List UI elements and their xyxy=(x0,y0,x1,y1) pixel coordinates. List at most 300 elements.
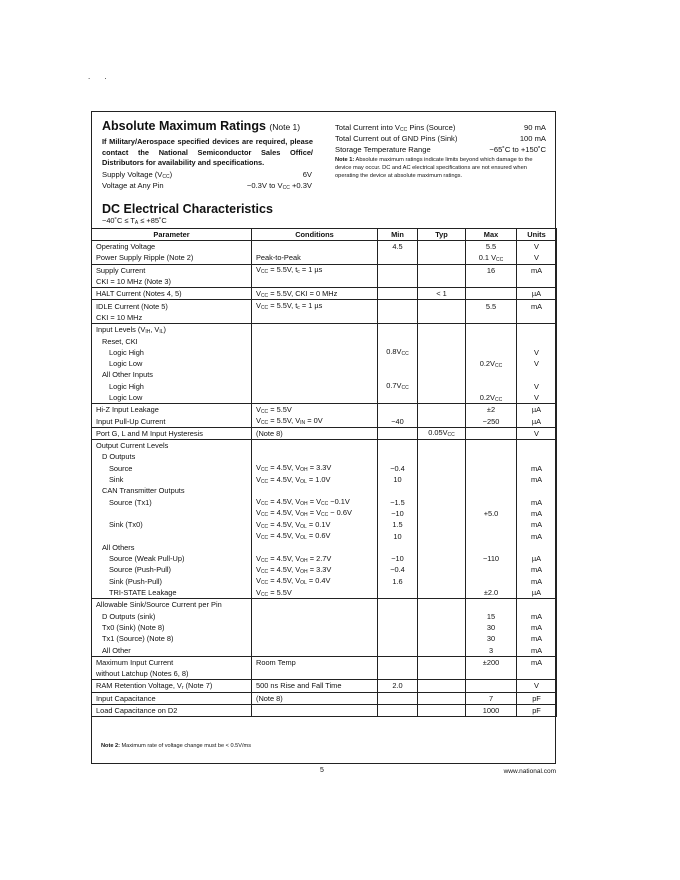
cell-max xyxy=(466,381,517,392)
cell-typ xyxy=(418,485,466,496)
cell-max xyxy=(466,497,517,508)
cell-min: 2.0 xyxy=(378,680,418,692)
cell-parameter: Source (Push-Pull) xyxy=(92,564,252,575)
cell-units: pF xyxy=(517,704,557,716)
cell-parameter xyxy=(92,508,252,519)
cell-parameter: without Latchup (Notes 6, 8) xyxy=(92,668,252,680)
cell-units: mA xyxy=(517,576,557,587)
cell-typ xyxy=(418,611,466,622)
cell-max xyxy=(466,347,517,358)
cell-min: 10 xyxy=(378,530,418,541)
cell-units: mA xyxy=(517,497,557,508)
cell-min xyxy=(378,542,418,553)
cell-max xyxy=(466,599,517,611)
cell-typ xyxy=(418,312,466,324)
cell-min xyxy=(378,644,418,656)
cell-conditions xyxy=(252,276,378,288)
table-row xyxy=(92,381,557,392)
cell-max xyxy=(466,680,517,692)
cell-conditions xyxy=(252,324,378,336)
cell-units: mA xyxy=(517,611,557,622)
cell-typ xyxy=(418,324,466,336)
table-row xyxy=(92,347,557,358)
cell-conditions xyxy=(252,241,378,253)
cell-conditions: $V_{CC} = 4.5V$, $V_{OH} = 2.7V$ xyxy=(252,553,378,564)
cell-min xyxy=(378,668,418,680)
cell-max xyxy=(466,312,517,324)
cell-max xyxy=(466,474,517,485)
cell-min xyxy=(378,288,418,300)
table-row xyxy=(92,264,557,276)
cell-units xyxy=(517,440,557,452)
cell-typ xyxy=(418,530,466,541)
cell-units xyxy=(517,276,557,288)
cell-max: −110 xyxy=(466,553,517,564)
table-row xyxy=(92,463,557,474)
cell-typ xyxy=(418,644,466,656)
cell-min xyxy=(378,276,418,288)
cell-max: ±200 xyxy=(466,656,517,668)
cell-units: pF xyxy=(517,692,557,704)
table-row xyxy=(92,415,557,427)
cell-parameter: Source (Tx1) xyxy=(92,497,252,508)
cell-units: mA xyxy=(517,622,557,633)
cell-parameter: Allowable Sink/Source Current per Pin xyxy=(92,599,252,611)
cell-units xyxy=(517,451,557,462)
amr-item-key: Total Current out of GND Pins (Sink) xyxy=(335,134,458,143)
cell-parameter: Hi-Z Input Leakage xyxy=(92,404,252,416)
cell-max: 0.1 $V_{CC}$ xyxy=(466,252,517,264)
amr-note-ref: (Note 1) xyxy=(269,122,301,132)
cell-units xyxy=(517,335,557,346)
cell-typ xyxy=(418,576,466,587)
cell-min xyxy=(378,656,418,668)
header-units: Units xyxy=(517,229,557,241)
cell-units: µA xyxy=(517,404,557,416)
cell-max xyxy=(466,369,517,380)
cell-parameter: Port G, L and M Input Hysteresis xyxy=(92,427,252,439)
cell-units: V xyxy=(517,427,557,439)
cell-parameter: Operating Voltage xyxy=(92,241,252,253)
table-row xyxy=(92,633,557,644)
cell-max: $0.2V_{CC}$ xyxy=(466,358,517,369)
cell-conditions: $V_{CC} = 5.5V$ xyxy=(252,587,378,599)
cell-typ xyxy=(418,440,466,452)
cell-typ xyxy=(418,241,466,253)
table-row xyxy=(92,656,557,668)
cell-typ xyxy=(418,656,466,668)
cell-conditions xyxy=(252,358,378,369)
table-row xyxy=(92,564,557,575)
cell-units xyxy=(517,485,557,496)
amr-item-value: 6V xyxy=(302,170,312,179)
cell-conditions: $V_{CC} = 4.5V$, $V_{OH} = V_{CC} -0.1V$ xyxy=(252,497,378,508)
cell-typ xyxy=(418,564,466,575)
cell-typ: < 1 xyxy=(418,288,466,300)
cell-typ xyxy=(418,347,466,358)
cell-min xyxy=(378,264,418,276)
table-row xyxy=(92,474,557,485)
cell-min xyxy=(378,599,418,611)
cell-max: 7 xyxy=(466,692,517,704)
cell-max xyxy=(466,451,517,462)
cell-typ xyxy=(418,553,466,564)
amr-item-value: −0.3V to $V_{CC} +0.3V$ xyxy=(246,181,312,191)
amr-heading xyxy=(102,119,300,133)
cell-units: µA xyxy=(517,415,557,427)
header-typ: Typ xyxy=(418,229,466,241)
cell-typ xyxy=(418,252,466,264)
cell-conditions: 500 ns Rise and Fall Time xyxy=(252,680,378,692)
cell-units: µA xyxy=(517,288,557,300)
cell-conditions xyxy=(252,668,378,680)
cell-typ xyxy=(418,668,466,680)
cell-conditions: (Note 8) xyxy=(252,692,378,704)
cell-min: $0.7V_{CC}$ xyxy=(378,381,418,392)
cell-min: −10 xyxy=(378,508,418,519)
cell-typ xyxy=(418,692,466,704)
cell-units: mA xyxy=(517,508,557,519)
cell-max xyxy=(466,542,517,553)
cell-units: mA xyxy=(517,264,557,276)
table-row xyxy=(92,519,557,530)
website-url: www.national.com xyxy=(503,768,556,775)
page-number: 5 xyxy=(320,767,324,774)
cell-units: V xyxy=(517,358,557,369)
cell-min: $0.8V_{CC}$ xyxy=(378,347,418,358)
cell-min xyxy=(378,611,418,622)
table-row xyxy=(92,440,557,452)
cell-max xyxy=(466,288,517,300)
cell-units xyxy=(517,312,557,324)
cell-max xyxy=(466,463,517,474)
cell-parameter: RAM Retention Voltage, $V_r$ (Note 7) xyxy=(92,680,252,692)
cell-min xyxy=(378,633,418,644)
cell-conditions xyxy=(252,542,378,553)
table-row xyxy=(92,241,557,253)
amr-title: Absolute Maximum Ratings xyxy=(102,119,266,133)
dc-condition: −40˚C ≤ $T_A$ ≤ +85˚C xyxy=(102,216,167,226)
cell-max xyxy=(466,427,517,439)
cell-parameter: HALT Current (Notes 4, 5) xyxy=(92,288,252,300)
table-row xyxy=(92,530,557,541)
cell-conditions: $V_{CC} = 5.5V$ xyxy=(252,404,378,416)
cell-conditions xyxy=(252,704,378,716)
cell-max: 5.5 xyxy=(466,300,517,312)
cell-units: mA xyxy=(517,519,557,530)
cell-units: µA xyxy=(517,587,557,599)
table-row xyxy=(92,404,557,416)
cell-units: V xyxy=(517,347,557,358)
cell-conditions xyxy=(252,369,378,380)
cell-parameter: Logic Low xyxy=(92,392,252,404)
cell-typ: $0.05V_{CC}$ xyxy=(418,427,466,439)
cell-conditions xyxy=(252,485,378,496)
cell-units: mA xyxy=(517,644,557,656)
cell-typ xyxy=(418,599,466,611)
table-row xyxy=(92,611,557,622)
cell-conditions xyxy=(252,611,378,622)
cell-parameter: Reset, CKI xyxy=(92,335,252,346)
table-row xyxy=(92,668,557,680)
cell-max xyxy=(466,668,517,680)
amr-item-key: Supply Voltage $(V_{CC})$ xyxy=(102,170,173,180)
cell-typ xyxy=(418,335,466,346)
table-row xyxy=(92,553,557,564)
table-row xyxy=(92,252,557,264)
cell-min xyxy=(378,692,418,704)
cell-units xyxy=(517,369,557,380)
cell-conditions xyxy=(252,599,378,611)
cell-max: 30 xyxy=(466,622,517,633)
cell-parameter: Sink (Push-Pull) xyxy=(92,576,252,587)
cell-min xyxy=(378,587,418,599)
cell-units: mA xyxy=(517,656,557,668)
cell-conditions xyxy=(252,622,378,633)
table-row xyxy=(92,622,557,633)
cell-min xyxy=(378,440,418,452)
table-row xyxy=(92,576,557,587)
table-row xyxy=(92,288,557,300)
table-row xyxy=(92,392,557,404)
cell-units: mA xyxy=(517,474,557,485)
cell-parameter: Tx1 (Source) (Note 8) xyxy=(92,633,252,644)
cell-conditions: $V_{CC} = 4.5V$, $V_{OL} = 0.6V$ xyxy=(252,530,378,541)
table-row xyxy=(92,300,557,312)
cell-conditions: $V_{CC} = 4.5V$, $V_{OL} = 0.1V$ xyxy=(252,519,378,530)
table-row xyxy=(92,644,557,656)
cell-units: V xyxy=(517,392,557,404)
header-parameter: Parameter xyxy=(92,229,252,241)
cell-units: µA xyxy=(517,553,557,564)
amr-item-value: 90 mA xyxy=(524,123,546,132)
amr-item-key: Total Current into $V_{CC}$ Pins (Source) xyxy=(335,123,456,133)
cell-conditions xyxy=(252,392,378,404)
table-row xyxy=(92,704,557,716)
cell-max: 16 xyxy=(466,264,517,276)
table-row xyxy=(92,587,557,599)
military-warning: If Military/Aerospace specified devices are required, please contact the National Semiconductor Sales Office/ Distributors for availability and specifications. xyxy=(102,137,313,167)
cell-units xyxy=(517,599,557,611)
cell-conditions: (Note 8) xyxy=(252,427,378,439)
cell-units: V xyxy=(517,381,557,392)
table-row xyxy=(92,497,557,508)
cell-conditions: $V_{CC} = 5.5V$, $t_c = 1$ µs xyxy=(252,300,378,312)
cell-parameter: Supply Current xyxy=(92,264,252,276)
cell-typ xyxy=(418,497,466,508)
cell-max xyxy=(466,519,517,530)
cell-parameter: D Outputs (sink) xyxy=(92,611,252,622)
cell-max xyxy=(466,335,517,346)
cell-units: mA xyxy=(517,300,557,312)
cell-max: 1000 xyxy=(466,704,517,716)
cell-conditions xyxy=(252,312,378,324)
cell-typ xyxy=(418,704,466,716)
cell-conditions xyxy=(252,451,378,462)
cell-min xyxy=(378,427,418,439)
cell-typ xyxy=(418,633,466,644)
cell-parameter: Logic High xyxy=(92,381,252,392)
cell-parameter: TRI-STATE Leakage xyxy=(92,587,252,599)
cell-conditions xyxy=(252,347,378,358)
cell-units: V xyxy=(517,252,557,264)
header-min: Min xyxy=(378,229,418,241)
cell-min xyxy=(378,252,418,264)
cell-typ xyxy=(418,680,466,692)
header-max: Max xyxy=(466,229,517,241)
cell-conditions: $V_{CC} = 5.5V$, $V_{IN} = 0V$ xyxy=(252,415,378,427)
cell-parameter: D Outputs xyxy=(92,451,252,462)
cell-parameter: Tx0 (Sink) (Note 8) xyxy=(92,622,252,633)
cell-min xyxy=(378,392,418,404)
cell-units: V xyxy=(517,241,557,253)
cell-conditions xyxy=(252,644,378,656)
cell-max xyxy=(466,485,517,496)
table-row xyxy=(92,542,557,553)
cell-min xyxy=(378,451,418,462)
cell-typ xyxy=(418,474,466,485)
cell-typ xyxy=(418,404,466,416)
page-marks: . . xyxy=(88,72,113,81)
header-conditions: Conditions xyxy=(252,229,378,241)
cell-conditions: $V_{CC} = 4.5V$, $V_{OH} = 3.3V$ xyxy=(252,463,378,474)
cell-min: −0.4 xyxy=(378,564,418,575)
cell-min xyxy=(378,704,418,716)
table-row xyxy=(92,485,557,496)
amr-note-1: Note 1: Absolute maximum ratings indicate limits beyond which damage to the device may occur. DC and AC electrical specifications are not ensured when operating the device at absolute maximum ratings. xyxy=(335,157,533,180)
cell-conditions: $V_{CC} = 4.5V$, $V_{OL} = 1.0V$ xyxy=(252,474,378,485)
cell-parameter: Logic High xyxy=(92,347,252,358)
cell-parameter: Sink (Tx0) xyxy=(92,519,252,530)
cell-units: mA xyxy=(517,633,557,644)
table-row xyxy=(92,427,557,439)
cell-min xyxy=(378,622,418,633)
cell-parameter: Source xyxy=(92,463,252,474)
cell-min: 10 xyxy=(378,474,418,485)
amr-item-value: 100 mA xyxy=(519,134,546,143)
dc-table-body xyxy=(92,241,557,717)
amr-item-value: −65˚C to +150˚C xyxy=(489,145,546,154)
cell-conditions xyxy=(252,335,378,346)
footnote-2: Note 2: Maximum rate of voltage change must be < 0.5V/ms xyxy=(101,743,252,749)
table-row xyxy=(92,599,557,611)
cell-min xyxy=(378,312,418,324)
cell-min: 1.5 xyxy=(378,519,418,530)
cell-parameter: Maximum Input Current xyxy=(92,656,252,668)
cell-typ xyxy=(418,300,466,312)
table-row xyxy=(92,508,557,519)
cell-min: −10 xyxy=(378,553,418,564)
cell-units xyxy=(517,324,557,336)
cell-min: −40 xyxy=(378,415,418,427)
dc-table xyxy=(91,228,557,717)
cell-units xyxy=(517,542,557,553)
table-row xyxy=(92,369,557,380)
cell-conditions xyxy=(252,381,378,392)
cell-conditions: $V_{CC} = 4.5V$, $V_{OH} = V_{CC} - 0.6V$ xyxy=(252,508,378,519)
table-row xyxy=(92,451,557,462)
cell-conditions: $V_{CC} = 4.5V$, $V_{OH} = 3.3V$ xyxy=(252,564,378,575)
cell-max xyxy=(466,564,517,575)
cell-parameter: Source (Weak Pull-Up) xyxy=(92,553,252,564)
cell-parameter: Input Capacitance xyxy=(92,692,252,704)
amr-item-key: Storage Temperature Range xyxy=(335,145,431,154)
cell-typ xyxy=(418,463,466,474)
cell-max: −250 xyxy=(466,415,517,427)
cell-units: mA xyxy=(517,530,557,541)
cell-parameter xyxy=(92,530,252,541)
cell-max: 15 xyxy=(466,611,517,622)
cell-max: ±2 xyxy=(466,404,517,416)
cell-typ xyxy=(418,508,466,519)
cell-typ xyxy=(418,451,466,462)
cell-max xyxy=(466,324,517,336)
dc-title: DC Electrical Characteristics xyxy=(102,202,273,216)
amr-item-key: Voltage at Any Pin xyxy=(102,181,164,190)
cell-max xyxy=(466,576,517,587)
table-row xyxy=(92,692,557,704)
cell-parameter: Input Pull-Up Current xyxy=(92,415,252,427)
cell-parameter: Logic Low xyxy=(92,358,252,369)
cell-max: 5.5 xyxy=(466,241,517,253)
cell-conditions: Peak-to-Peak xyxy=(252,252,378,264)
cell-max: $0.2V_{CC}$ xyxy=(466,392,517,404)
cell-conditions xyxy=(252,633,378,644)
cell-conditions: $V_{CC} = 4.5V$, $V_{OL} = 0.4V$ xyxy=(252,576,378,587)
cell-min xyxy=(378,485,418,496)
cell-parameter: Output Current Levels xyxy=(92,440,252,452)
cell-typ xyxy=(418,358,466,369)
table-row xyxy=(92,680,557,692)
cell-max: 30 xyxy=(466,633,517,644)
cell-conditions: $V_{CC} = 5.5V$, CKI = 0 MHz xyxy=(252,288,378,300)
cell-max xyxy=(466,276,517,288)
cell-conditions: Room Temp xyxy=(252,656,378,668)
table-row xyxy=(92,312,557,324)
cell-min xyxy=(378,369,418,380)
cell-min: 4.5 xyxy=(378,241,418,253)
table-row xyxy=(92,276,557,288)
cell-typ xyxy=(418,519,466,530)
cell-typ xyxy=(418,415,466,427)
cell-units: V xyxy=(517,680,557,692)
cell-parameter: CKI = 10 MHz xyxy=(92,312,252,324)
table-row xyxy=(92,335,557,346)
cell-typ xyxy=(418,392,466,404)
cell-max xyxy=(466,530,517,541)
cell-typ xyxy=(418,264,466,276)
cell-units: mA xyxy=(517,463,557,474)
cell-min xyxy=(378,300,418,312)
cell-min xyxy=(378,324,418,336)
cell-parameter: All Others xyxy=(92,542,252,553)
cell-min xyxy=(378,404,418,416)
cell-parameter: CAN Transmitter Outputs xyxy=(92,485,252,496)
cell-typ xyxy=(418,542,466,553)
cell-parameter: Sink xyxy=(92,474,252,485)
cell-parameter: All Other xyxy=(92,644,252,656)
cell-typ xyxy=(418,381,466,392)
cell-min xyxy=(378,335,418,346)
cell-parameter: Power Supply Ripple (Note 2) xyxy=(92,252,252,264)
cell-typ xyxy=(418,276,466,288)
cell-typ xyxy=(418,622,466,633)
cell-parameter: All Other Inputs xyxy=(92,369,252,380)
cell-parameter: Input Levels ($V_{IH}$, $V_{IL}$) xyxy=(92,324,252,336)
cell-parameter: CKI = 10 MHz (Note 3) xyxy=(92,276,252,288)
cell-units: mA xyxy=(517,564,557,575)
cell-typ xyxy=(418,587,466,599)
